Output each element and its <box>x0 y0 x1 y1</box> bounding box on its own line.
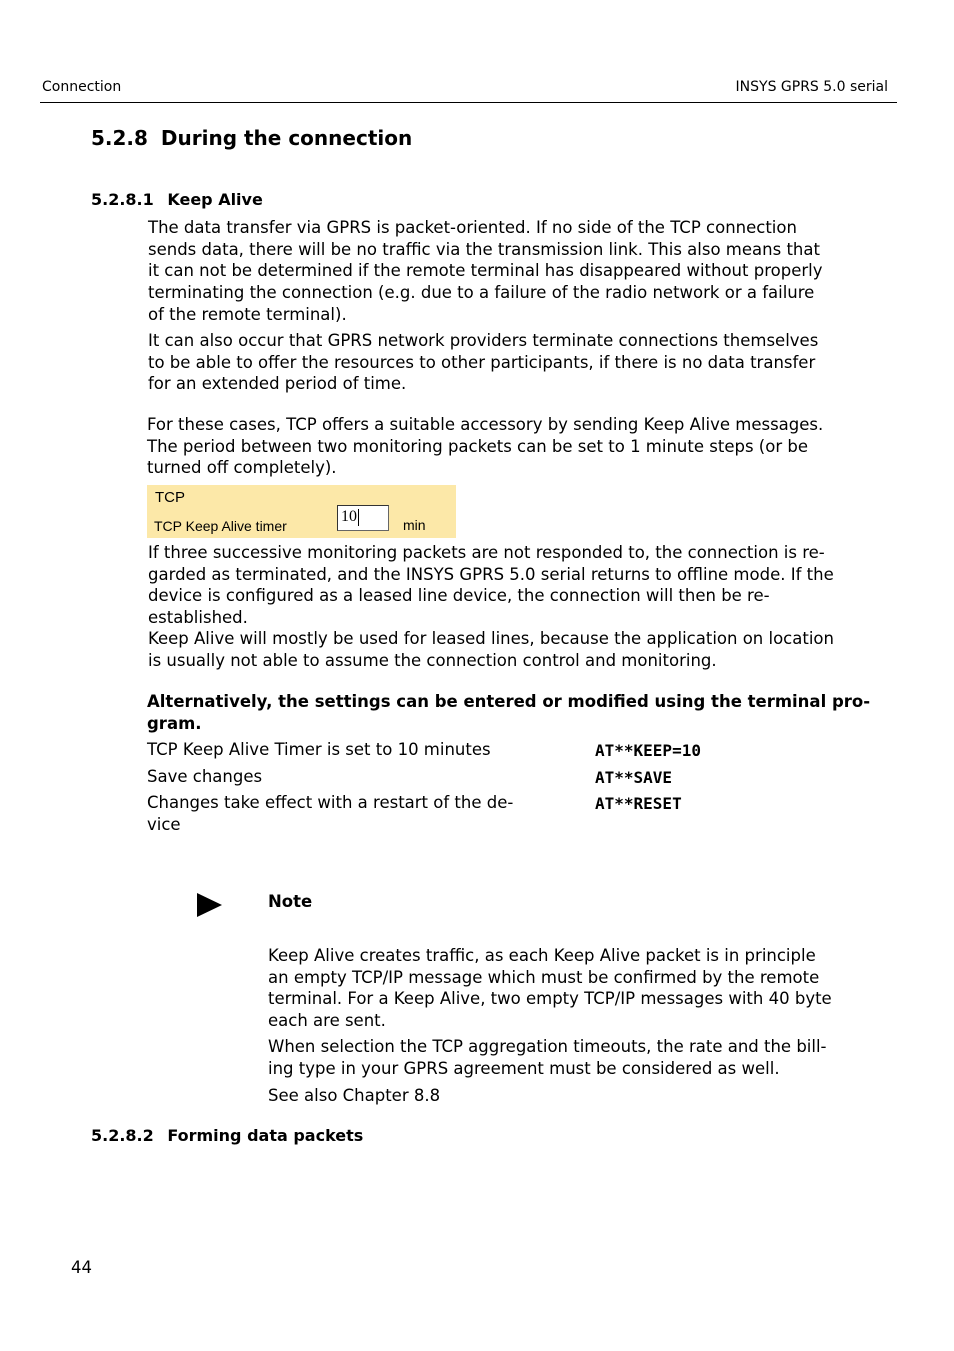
subsection-number: 5.2.8.1 <box>91 190 154 209</box>
text-line: ing type in your GPRS agreement must be considered as well. <box>268 1058 780 1078</box>
command-code-save: AT**SAVE <box>595 768 673 787</box>
paragraph-successive-packets <box>148 542 868 629</box>
text-line: it can not be determined if the remote terminal has disappeared without properly <box>148 261 823 281</box>
text-line: established. <box>148 608 248 628</box>
note-paragraph-timeouts <box>268 1036 848 1079</box>
text-line: Changes take effect with a restart of the de- <box>147 793 514 812</box>
triangle-right-icon <box>197 893 222 917</box>
tcp-settings-panel <box>147 485 456 538</box>
subsection-title: Forming data packets <box>167 1126 364 1145</box>
paragraph-keep-alive-messages <box>147 414 847 479</box>
paragraph-provider-termination <box>148 330 848 395</box>
subsection-heading-keep-alive <box>91 190 263 209</box>
section-number: 5.2.8 <box>91 126 148 150</box>
subsection-heading-forming-packets <box>91 1126 363 1145</box>
keep-alive-timer-label: TCP Keep Alive timer <box>154 518 287 534</box>
text-line: The period between two monitoring packets can be set to 1 minute steps (or be <box>147 436 808 456</box>
text-line: device is configured as a leased line device, the connection will then be re- <box>148 586 770 606</box>
text-line: of the remote terminal). <box>148 304 347 324</box>
text-line: each are sent. <box>268 1011 386 1031</box>
text-line: Alternatively, the settings can be entered or modified using the terminal pro- <box>147 692 871 711</box>
text-line: sends data, there will be no traffic via the transmission link. This also means that <box>148 239 820 259</box>
section-heading <box>91 126 412 150</box>
note-see-also: See also Chapter 8.8 <box>268 1086 441 1105</box>
section-title: During the connection <box>160 126 413 150</box>
text-line: is usually not able to assume the connection control and monitoring. <box>148 650 717 670</box>
keep-alive-timer-value: 10 <box>341 508 357 525</box>
text-line: terminal. For a Keep Alive, two empty TCP/IP messages with 40 byte <box>268 989 832 1009</box>
subsection-title: Keep Alive <box>167 190 263 209</box>
command-code-reset: AT**RESET <box>595 794 682 813</box>
text-line: turned off completely). <box>147 458 337 478</box>
running-header-right: INSYS GPRS 5.0 serial <box>735 79 888 95</box>
text-line: vice <box>147 814 181 834</box>
text-line: terminating the connection (e.g. due to a failure of the radio network or a failure <box>148 283 815 303</box>
text-line: garded as terminated, and the INSYS GPRS 5.0 serial returns to offline mode. If the <box>148 564 834 584</box>
note-title: Note <box>268 892 313 911</box>
alternative-terminal-heading <box>147 691 871 734</box>
paragraph-leased-lines <box>148 628 868 671</box>
command-description <box>147 766 547 788</box>
header-rule <box>40 102 897 103</box>
text-line: If three successive monitoring packets are not responded to, the connection is re- <box>148 543 825 562</box>
text-line: It can also occur that GPRS network providers terminate connections themselves <box>148 331 819 350</box>
text-line: Keep Alive creates traffic, as each Keep Alive packet is in principle <box>268 946 816 965</box>
running-header-left: Connection <box>42 79 122 95</box>
text-cursor <box>358 509 359 526</box>
text-line: gram. <box>147 713 202 733</box>
text-line: for an extended period of time. <box>148 374 407 394</box>
keep-alive-timer-input[interactable] <box>337 505 389 531</box>
command-description <box>147 792 547 835</box>
text-line: For these cases, TCP offers a suitable accessory by sending Keep Alive messages. <box>147 415 824 434</box>
text-line: Keep Alive will mostly be used for leased lines, because the application on location <box>148 629 834 648</box>
text-line: When selection the TCP aggregation timeouts, the rate and the bill- <box>268 1037 827 1056</box>
command-description <box>147 739 547 761</box>
page-number: 44 <box>71 1258 92 1277</box>
text-line: to be able to offer the resources to other participants, if there is no data transfer <box>148 352 816 372</box>
text-line: TCP Keep Alive Timer is set to 10 minutes <box>147 740 491 759</box>
text-line: Save changes <box>147 767 263 786</box>
timer-unit-label: min <box>403 517 426 533</box>
command-code-keep: AT**KEEP=10 <box>595 741 701 760</box>
text-line: an empty TCP/IP message which must be confirmed by the remote <box>268 967 820 987</box>
note-paragraph-traffic <box>268 945 848 1032</box>
tcp-panel-title: TCP <box>155 489 185 506</box>
paragraph-gprs-packet <box>148 217 848 326</box>
subsection-number: 5.2.8.2 <box>91 1126 154 1145</box>
text-line: The data transfer via GPRS is packet-oriented. If no side of the TCP connection <box>148 218 797 237</box>
